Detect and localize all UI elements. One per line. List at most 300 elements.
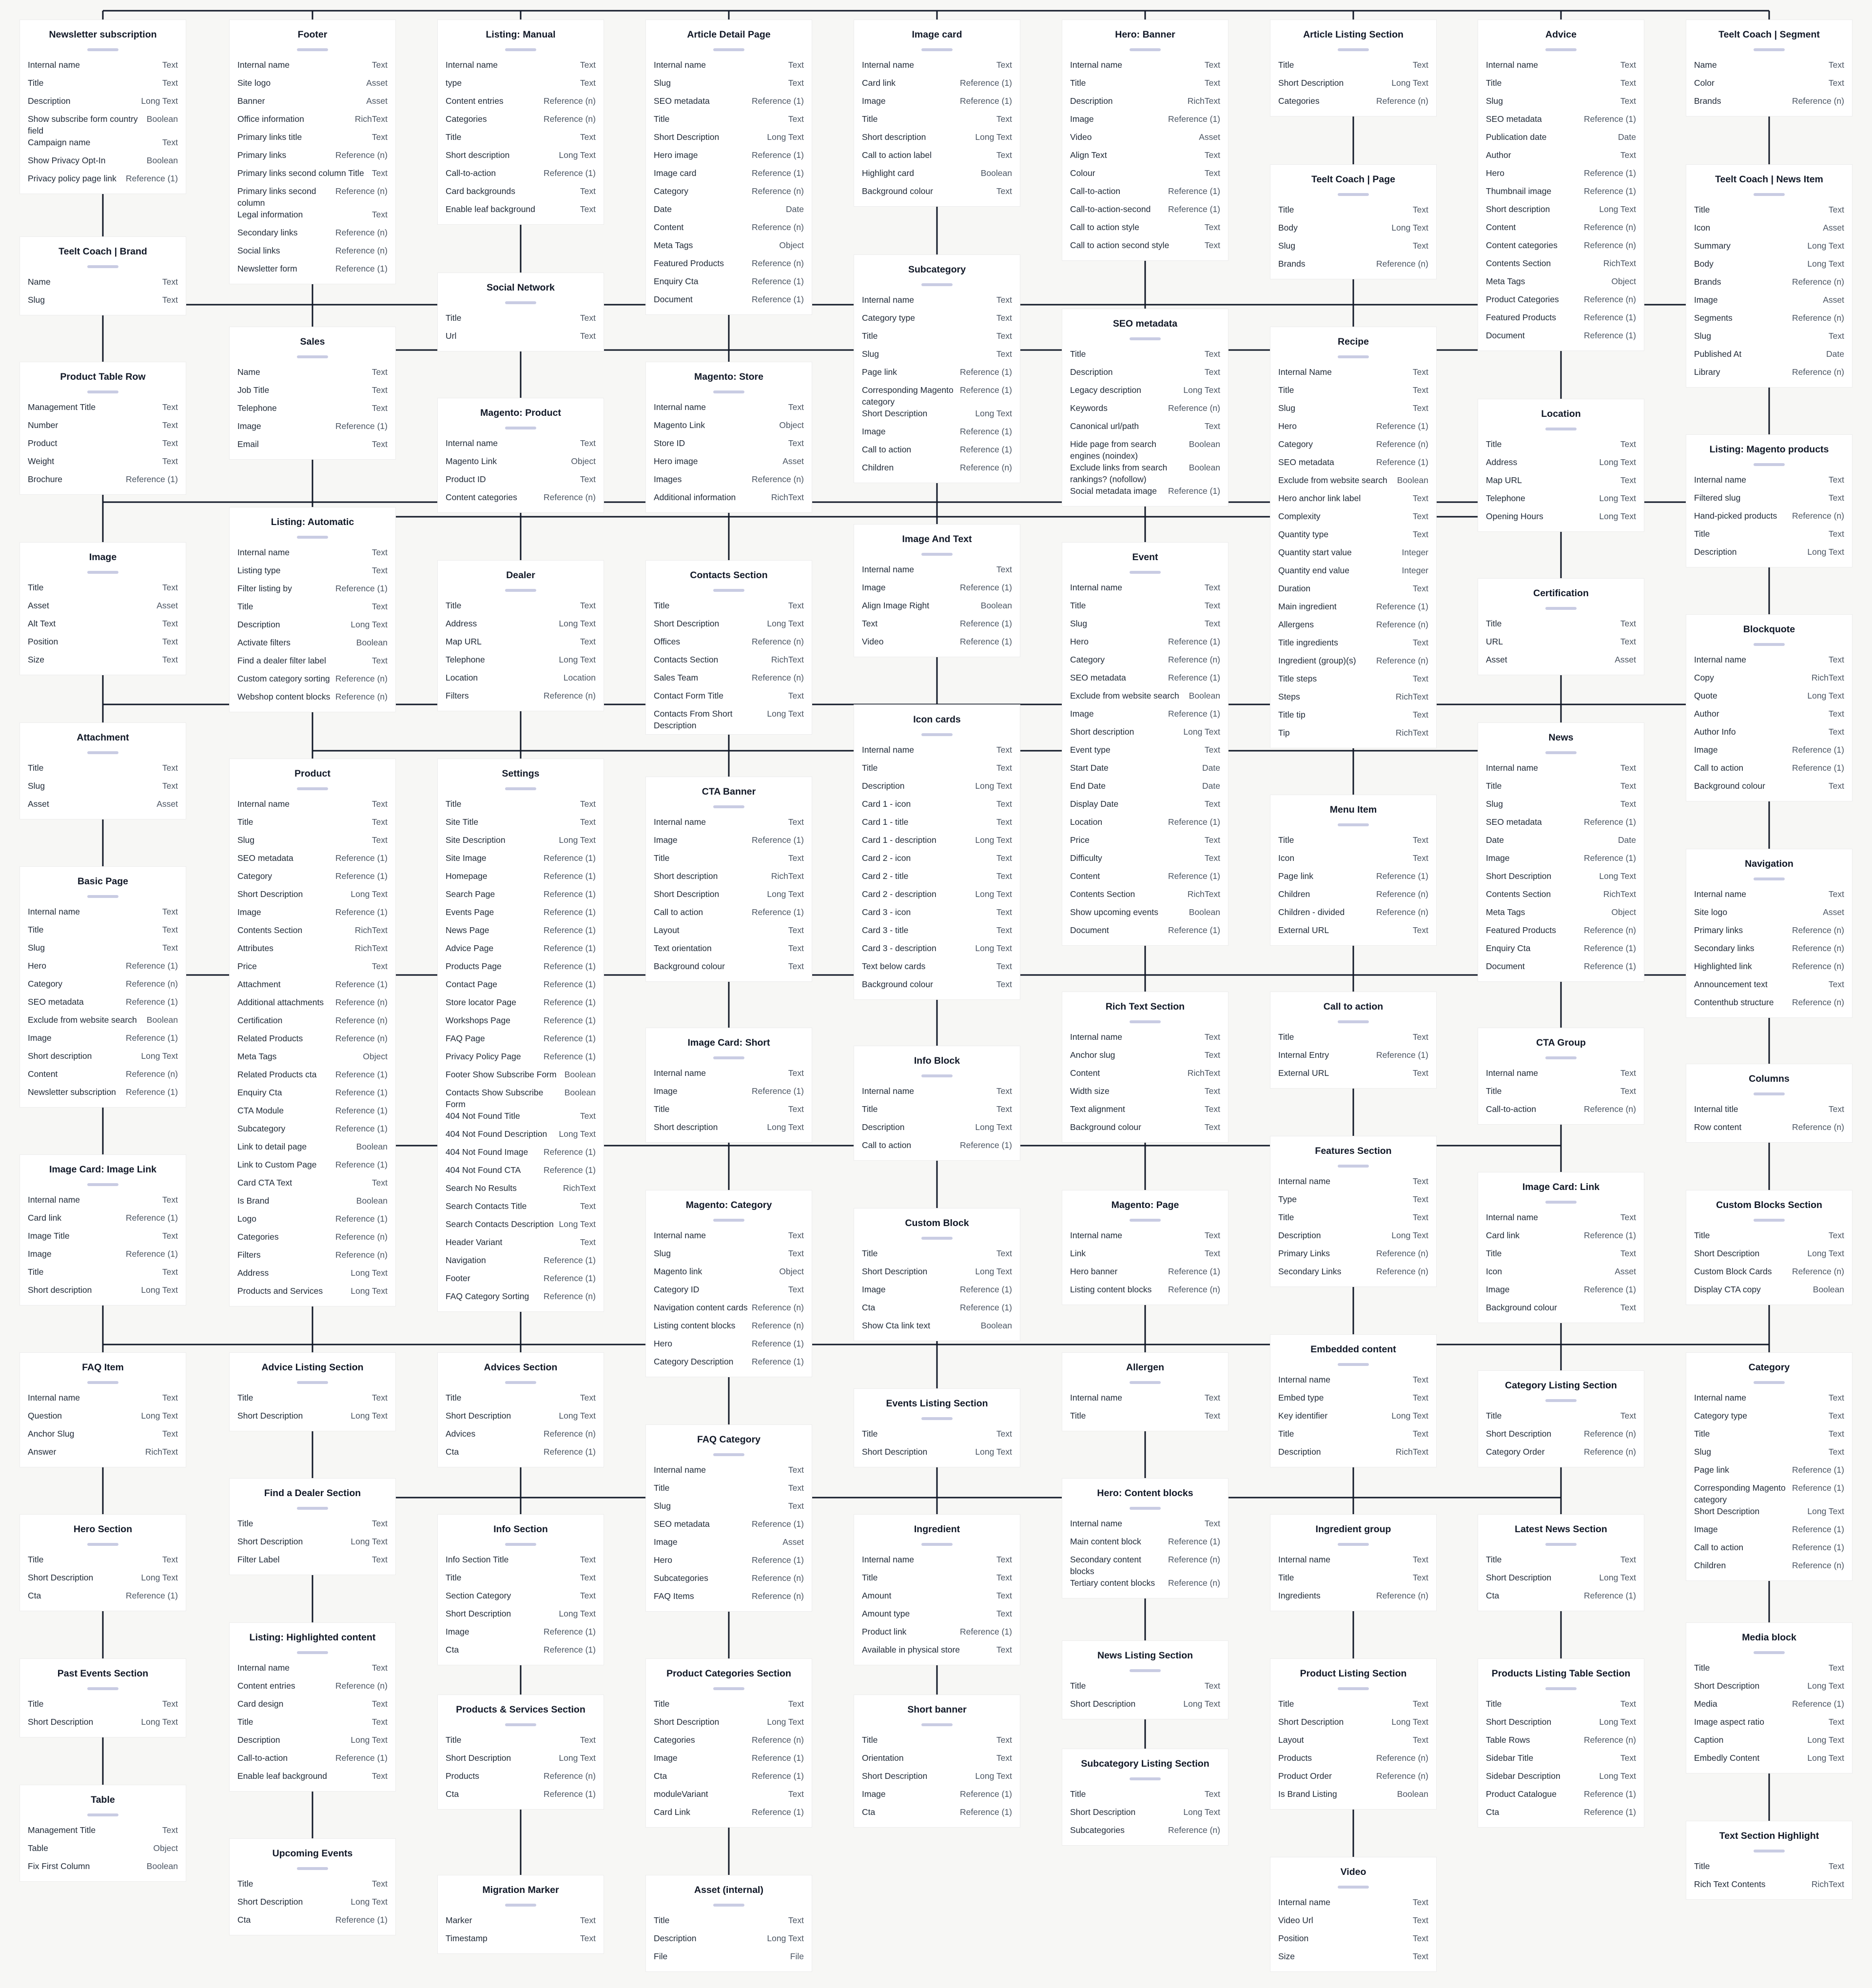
field-row[interactable] bbox=[654, 924, 804, 942]
field-row[interactable] bbox=[1070, 462, 1220, 485]
field-row[interactable] bbox=[654, 293, 804, 312]
field-row[interactable] bbox=[1070, 420, 1220, 438]
field-row[interactable] bbox=[1694, 942, 1844, 960]
field-row[interactable] bbox=[1694, 1662, 1844, 1680]
content-type-card-asset-internal[interactable] bbox=[645, 1875, 812, 1972]
field-row[interactable] bbox=[446, 888, 596, 906]
field-row[interactable] bbox=[237, 673, 388, 691]
field-row[interactable] bbox=[237, 227, 388, 245]
drag-handle-icon[interactable] bbox=[1130, 1020, 1161, 1023]
field-row[interactable] bbox=[1694, 1247, 1844, 1266]
field-row[interactable] bbox=[862, 1121, 1012, 1139]
field-row[interactable] bbox=[28, 906, 178, 924]
field-row[interactable] bbox=[28, 437, 178, 455]
field-row[interactable] bbox=[1278, 59, 1428, 77]
field-row[interactable] bbox=[1694, 204, 1844, 222]
field-row[interactable] bbox=[446, 1446, 596, 1464]
drag-handle-icon[interactable] bbox=[505, 1543, 536, 1546]
field-row[interactable] bbox=[1278, 1752, 1428, 1770]
content-type-card-image-card-image-link[interactable] bbox=[20, 1154, 186, 1306]
field-row[interactable] bbox=[1278, 709, 1428, 727]
field-row[interactable] bbox=[1278, 852, 1428, 870]
drag-handle-icon[interactable] bbox=[87, 1543, 118, 1546]
drag-handle-icon[interactable] bbox=[1545, 751, 1577, 754]
drag-handle-icon[interactable] bbox=[713, 48, 744, 51]
field-row[interactable] bbox=[1694, 528, 1844, 546]
content-type-card-video[interactable] bbox=[1270, 1857, 1437, 1972]
field-row[interactable] bbox=[1070, 59, 1220, 77]
field-row[interactable] bbox=[28, 1086, 178, 1104]
field-row[interactable] bbox=[1694, 366, 1844, 384]
field-row[interactable] bbox=[28, 95, 178, 113]
content-type-card-teelt-coach-brand[interactable] bbox=[20, 236, 186, 315]
field-row[interactable] bbox=[1694, 1860, 1844, 1878]
field-row[interactable] bbox=[237, 1177, 388, 1195]
drag-handle-icon[interactable] bbox=[713, 1904, 744, 1907]
field-row[interactable] bbox=[1694, 1482, 1844, 1505]
field-row[interactable] bbox=[862, 798, 1012, 816]
field-row[interactable] bbox=[446, 1392, 596, 1410]
field-row[interactable] bbox=[1486, 203, 1636, 221]
content-type-card-advice[interactable] bbox=[1478, 19, 1644, 351]
content-type-card-teelt-coach-news-item[interactable] bbox=[1686, 164, 1852, 388]
content-type-card-columns[interactable] bbox=[1686, 1064, 1852, 1143]
field-row[interactable] bbox=[28, 1230, 178, 1248]
field-row[interactable] bbox=[862, 636, 1012, 654]
field-row[interactable] bbox=[446, 906, 596, 924]
field-row[interactable] bbox=[1486, 1085, 1636, 1103]
field-row[interactable] bbox=[654, 437, 804, 455]
field-row[interactable] bbox=[1278, 888, 1428, 906]
field-row[interactable] bbox=[862, 1302, 1012, 1320]
field-row[interactable] bbox=[1070, 1824, 1220, 1842]
field-row[interactable] bbox=[446, 1590, 596, 1608]
field-row[interactable] bbox=[1694, 240, 1844, 258]
field-row[interactable] bbox=[862, 366, 1012, 384]
field-row[interactable] bbox=[1278, 258, 1428, 276]
field-row[interactable] bbox=[1486, 59, 1636, 77]
field-row[interactable] bbox=[28, 473, 178, 491]
drag-handle-icon[interactable] bbox=[1130, 337, 1161, 340]
field-row[interactable] bbox=[1694, 1410, 1844, 1428]
field-row[interactable] bbox=[1278, 1374, 1428, 1392]
field-row[interactable] bbox=[1694, 258, 1844, 276]
field-row[interactable] bbox=[1278, 1067, 1428, 1085]
field-row[interactable] bbox=[654, 1536, 804, 1554]
drag-handle-icon[interactable] bbox=[505, 589, 536, 592]
field-row[interactable] bbox=[1694, 77, 1844, 95]
field-row[interactable] bbox=[1486, 780, 1636, 798]
field-row[interactable] bbox=[1278, 906, 1428, 924]
content-type-card-faq-item[interactable] bbox=[20, 1352, 186, 1467]
field-row[interactable] bbox=[28, 1284, 178, 1302]
field-row[interactable] bbox=[1486, 438, 1636, 456]
field-row[interactable] bbox=[237, 77, 388, 95]
field-row[interactable] bbox=[862, 426, 1012, 444]
field-row[interactable] bbox=[237, 149, 388, 167]
content-type-card-category[interactable] bbox=[1686, 1352, 1852, 1581]
field-row[interactable] bbox=[1694, 1523, 1844, 1541]
field-row[interactable] bbox=[1278, 1247, 1428, 1266]
content-type-card-embedded-content[interactable] bbox=[1270, 1334, 1437, 1467]
field-row[interactable] bbox=[654, 1932, 804, 1950]
content-type-card-advice-listing-section[interactable] bbox=[229, 1352, 396, 1431]
field-row[interactable] bbox=[1278, 655, 1428, 673]
field-row[interactable] bbox=[28, 1212, 178, 1230]
field-row[interactable] bbox=[446, 1752, 596, 1770]
field-row[interactable] bbox=[1486, 330, 1636, 348]
field-row[interactable] bbox=[1278, 1175, 1428, 1193]
content-type-card-icon-cards[interactable] bbox=[854, 704, 1020, 1000]
field-row[interactable] bbox=[654, 672, 804, 690]
field-row[interactable] bbox=[28, 762, 178, 780]
field-row[interactable] bbox=[654, 1338, 804, 1356]
drag-handle-icon[interactable] bbox=[921, 1237, 953, 1240]
field-row[interactable] bbox=[654, 203, 804, 221]
field-row[interactable] bbox=[862, 744, 1012, 762]
field-row[interactable] bbox=[1486, 654, 1636, 672]
field-row[interactable] bbox=[1278, 1446, 1428, 1464]
field-row[interactable] bbox=[862, 816, 1012, 834]
field-row[interactable] bbox=[237, 906, 388, 924]
field-row[interactable] bbox=[446, 1428, 596, 1446]
field-row[interactable] bbox=[862, 462, 1012, 480]
field-row[interactable] bbox=[1070, 708, 1220, 726]
field-row[interactable] bbox=[1694, 654, 1844, 672]
field-row[interactable] bbox=[1070, 690, 1220, 708]
field-row[interactable] bbox=[237, 655, 388, 673]
drag-handle-icon[interactable] bbox=[297, 1381, 328, 1384]
field-row[interactable] bbox=[237, 1087, 388, 1105]
field-row[interactable] bbox=[446, 59, 596, 77]
field-row[interactable] bbox=[446, 1410, 596, 1428]
field-row[interactable] bbox=[1486, 1716, 1636, 1734]
field-row[interactable] bbox=[446, 834, 596, 852]
field-row[interactable] bbox=[446, 455, 596, 473]
field-row[interactable] bbox=[28, 1824, 178, 1842]
field-row[interactable] bbox=[1278, 1932, 1428, 1950]
field-row[interactable] bbox=[446, 1014, 596, 1033]
field-row[interactable] bbox=[446, 636, 596, 654]
field-row[interactable] bbox=[28, 1842, 178, 1860]
drag-handle-icon[interactable] bbox=[1754, 1092, 1785, 1095]
field-row[interactable] bbox=[1694, 1266, 1844, 1284]
content-type-card-allergen[interactable] bbox=[1062, 1352, 1228, 1431]
drag-handle-icon[interactable] bbox=[713, 390, 744, 393]
field-row[interactable] bbox=[1486, 1806, 1636, 1824]
field-row[interactable] bbox=[1694, 330, 1844, 348]
field-row[interactable] bbox=[1486, 1446, 1636, 1464]
field-row[interactable] bbox=[28, 636, 178, 654]
field-row[interactable] bbox=[237, 816, 388, 834]
field-row[interactable] bbox=[1278, 240, 1428, 258]
field-row[interactable] bbox=[237, 402, 388, 420]
field-row[interactable] bbox=[1278, 1716, 1428, 1734]
field-row[interactable] bbox=[654, 1698, 804, 1716]
field-row[interactable] bbox=[654, 1266, 804, 1284]
field-row[interactable] bbox=[446, 1033, 596, 1051]
field-row[interactable] bbox=[1486, 474, 1636, 492]
drag-handle-icon[interactable] bbox=[1545, 48, 1577, 51]
drag-handle-icon[interactable] bbox=[713, 805, 744, 808]
content-type-card-teelt-coach-page[interactable] bbox=[1270, 164, 1437, 279]
drag-handle-icon[interactable] bbox=[1130, 1777, 1161, 1780]
field-row[interactable] bbox=[446, 1218, 596, 1236]
field-row[interactable] bbox=[28, 780, 178, 798]
content-type-card-cta-banner[interactable] bbox=[645, 777, 812, 982]
field-row[interactable] bbox=[446, 113, 596, 131]
field-row[interactable] bbox=[1278, 1914, 1428, 1932]
field-row[interactable] bbox=[1486, 888, 1636, 906]
field-row[interactable] bbox=[1486, 852, 1636, 870]
field-row[interactable] bbox=[1070, 185, 1220, 203]
content-type-card-advices-section[interactable] bbox=[437, 1352, 604, 1467]
field-row[interactable] bbox=[28, 155, 178, 173]
content-type-card-settings[interactable] bbox=[437, 759, 604, 1312]
field-row[interactable] bbox=[862, 834, 1012, 852]
field-row[interactable] bbox=[1486, 1302, 1636, 1320]
field-row[interactable] bbox=[1694, 546, 1844, 564]
field-row[interactable] bbox=[237, 95, 388, 113]
content-type-card-custom-block[interactable] bbox=[854, 1208, 1020, 1341]
field-row[interactable] bbox=[862, 312, 1012, 330]
field-row[interactable] bbox=[1486, 275, 1636, 293]
field-row[interactable] bbox=[1070, 149, 1220, 167]
content-type-card-hero-banner[interactable] bbox=[1062, 19, 1228, 261]
drag-handle-icon[interactable] bbox=[87, 571, 118, 574]
field-row[interactable] bbox=[28, 1050, 178, 1068]
field-row[interactable] bbox=[1070, 402, 1220, 420]
field-row[interactable] bbox=[1486, 1428, 1636, 1446]
drag-handle-icon[interactable] bbox=[297, 355, 328, 358]
drag-handle-icon[interactable] bbox=[713, 1056, 744, 1059]
field-row[interactable] bbox=[862, 942, 1012, 960]
content-type-card-product-table-row[interactable] bbox=[20, 362, 186, 495]
drag-handle-icon[interactable] bbox=[87, 1813, 118, 1816]
field-row[interactable] bbox=[237, 1069, 388, 1087]
field-row[interactable] bbox=[1694, 312, 1844, 330]
field-row[interactable] bbox=[1070, 762, 1220, 780]
field-row[interactable] bbox=[237, 601, 388, 619]
drag-handle-icon[interactable] bbox=[921, 1074, 953, 1077]
content-type-card-newsletter-subscription[interactable] bbox=[20, 19, 186, 194]
field-row[interactable] bbox=[1486, 1103, 1636, 1121]
field-row[interactable] bbox=[654, 59, 804, 77]
field-row[interactable] bbox=[1694, 996, 1844, 1014]
field-row[interactable] bbox=[654, 1716, 804, 1734]
field-row[interactable] bbox=[862, 131, 1012, 149]
field-row[interactable] bbox=[862, 384, 1012, 408]
field-row[interactable] bbox=[28, 455, 178, 473]
field-row[interactable] bbox=[237, 691, 388, 709]
field-row[interactable] bbox=[446, 1164, 596, 1182]
field-row[interactable] bbox=[1694, 726, 1844, 744]
field-row[interactable] bbox=[1486, 293, 1636, 312]
content-type-card-news-listing-section[interactable] bbox=[1062, 1640, 1228, 1719]
field-row[interactable] bbox=[446, 798, 596, 816]
field-row[interactable] bbox=[237, 1914, 388, 1932]
field-row[interactable] bbox=[28, 654, 178, 672]
field-row[interactable] bbox=[1486, 1247, 1636, 1266]
content-type-card-seo-metadata[interactable] bbox=[1062, 309, 1228, 507]
field-row[interactable] bbox=[237, 924, 388, 942]
field-row[interactable] bbox=[1694, 690, 1844, 708]
field-row[interactable] bbox=[1278, 565, 1428, 583]
field-row[interactable] bbox=[1278, 1788, 1428, 1806]
field-row[interactable] bbox=[1486, 942, 1636, 960]
field-row[interactable] bbox=[862, 408, 1012, 426]
field-row[interactable] bbox=[654, 1734, 804, 1752]
field-row[interactable] bbox=[862, 780, 1012, 798]
content-type-card-hero-section[interactable] bbox=[20, 1514, 186, 1611]
field-row[interactable] bbox=[1694, 1446, 1844, 1464]
field-row[interactable] bbox=[446, 690, 596, 708]
field-row[interactable] bbox=[28, 924, 178, 942]
content-type-card-basic-page[interactable] bbox=[20, 866, 186, 1108]
field-row[interactable] bbox=[28, 1716, 178, 1734]
drag-handle-icon[interactable] bbox=[1338, 1165, 1369, 1168]
field-row[interactable] bbox=[1070, 438, 1220, 462]
field-row[interactable] bbox=[237, 384, 388, 402]
drag-handle-icon[interactable] bbox=[87, 1183, 118, 1186]
field-row[interactable] bbox=[862, 906, 1012, 924]
field-row[interactable] bbox=[446, 1932, 596, 1950]
field-row[interactable] bbox=[1278, 727, 1428, 745]
field-row[interactable] bbox=[1486, 167, 1636, 185]
field-row[interactable] bbox=[1278, 1031, 1428, 1049]
content-type-card-media-block[interactable] bbox=[1686, 1622, 1852, 1774]
field-row[interactable] bbox=[28, 77, 178, 95]
drag-handle-icon[interactable] bbox=[1130, 1669, 1161, 1672]
field-row[interactable] bbox=[1278, 204, 1428, 222]
drag-handle-icon[interactable] bbox=[1754, 643, 1785, 646]
field-row[interactable] bbox=[1070, 1247, 1220, 1266]
field-row[interactable] bbox=[446, 203, 596, 221]
field-row[interactable] bbox=[654, 221, 804, 239]
content-type-card-attachment[interactable] bbox=[20, 722, 186, 819]
field-row[interactable] bbox=[237, 1554, 388, 1572]
field-row[interactable] bbox=[654, 1518, 804, 1536]
content-type-card-faq-category[interactable] bbox=[645, 1424, 812, 1612]
field-row[interactable] bbox=[1694, 510, 1844, 528]
content-type-card-short-banner[interactable] bbox=[854, 1695, 1020, 1828]
field-row[interactable] bbox=[1486, 1752, 1636, 1770]
field-row[interactable] bbox=[1486, 1554, 1636, 1572]
drag-handle-icon[interactable] bbox=[1130, 571, 1161, 574]
field-row[interactable] bbox=[1070, 1410, 1220, 1428]
field-row[interactable] bbox=[1694, 672, 1844, 690]
field-row[interactable] bbox=[1070, 1103, 1220, 1121]
field-row[interactable] bbox=[1278, 384, 1428, 402]
field-row[interactable] bbox=[237, 131, 388, 149]
content-type-card-subcategory-listing-section[interactable] bbox=[1062, 1749, 1228, 1846]
field-row[interactable] bbox=[1278, 492, 1428, 510]
content-type-card-product-listing-section[interactable] bbox=[1270, 1658, 1437, 1810]
drag-handle-icon[interactable] bbox=[505, 427, 536, 429]
field-row[interactable] bbox=[862, 1626, 1012, 1644]
field-row[interactable] bbox=[1694, 978, 1844, 996]
field-row[interactable] bbox=[446, 618, 596, 636]
field-row[interactable] bbox=[654, 239, 804, 257]
field-row[interactable] bbox=[237, 1213, 388, 1231]
field-row[interactable] bbox=[862, 1572, 1012, 1590]
field-row[interactable] bbox=[862, 852, 1012, 870]
field-row[interactable] bbox=[654, 1464, 804, 1482]
field-row[interactable] bbox=[1278, 1410, 1428, 1428]
field-row[interactable] bbox=[1070, 221, 1220, 239]
content-type-card-listing-automatic[interactable] bbox=[229, 507, 396, 712]
field-row[interactable] bbox=[654, 888, 804, 906]
drag-handle-icon[interactable] bbox=[1754, 193, 1785, 196]
content-type-card-find-a-dealer-section[interactable] bbox=[229, 1478, 396, 1575]
field-row[interactable] bbox=[862, 978, 1012, 996]
field-row[interactable] bbox=[654, 1770, 804, 1788]
field-row[interactable] bbox=[446, 1146, 596, 1164]
field-row[interactable] bbox=[237, 888, 388, 906]
field-row[interactable] bbox=[862, 1103, 1012, 1121]
content-type-card-category-listing-section[interactable] bbox=[1478, 1370, 1644, 1467]
field-row[interactable] bbox=[1070, 582, 1220, 600]
drag-handle-icon[interactable] bbox=[713, 1687, 744, 1690]
field-row[interactable] bbox=[28, 401, 178, 419]
field-row[interactable] bbox=[446, 95, 596, 113]
field-row[interactable] bbox=[1486, 816, 1636, 834]
drag-handle-icon[interactable] bbox=[1545, 1543, 1577, 1546]
content-type-card-contacts-section[interactable] bbox=[645, 560, 812, 735]
field-row[interactable] bbox=[446, 996, 596, 1014]
content-type-card-article-listing-section[interactable] bbox=[1270, 19, 1437, 117]
field-row[interactable] bbox=[1070, 888, 1220, 906]
field-row[interactable] bbox=[1486, 1590, 1636, 1608]
content-type-card-products-and-services-section[interactable] bbox=[437, 1695, 604, 1810]
field-row[interactable] bbox=[1070, 870, 1220, 888]
field-row[interactable] bbox=[862, 600, 1012, 618]
drag-handle-icon[interactable] bbox=[1754, 1651, 1785, 1654]
field-row[interactable] bbox=[237, 942, 388, 960]
field-row[interactable] bbox=[237, 185, 388, 209]
drag-handle-icon[interactable] bbox=[1545, 1201, 1577, 1204]
field-row[interactable] bbox=[1486, 95, 1636, 113]
field-row[interactable] bbox=[862, 582, 1012, 600]
field-row[interactable] bbox=[1278, 1049, 1428, 1067]
field-row[interactable] bbox=[654, 1788, 804, 1806]
field-row[interactable] bbox=[237, 245, 388, 263]
field-row[interactable] bbox=[862, 870, 1012, 888]
field-row[interactable] bbox=[654, 942, 804, 960]
field-row[interactable] bbox=[237, 1896, 388, 1914]
field-row[interactable] bbox=[28, 1032, 178, 1050]
field-row[interactable] bbox=[1070, 1788, 1220, 1806]
drag-handle-icon[interactable] bbox=[87, 895, 118, 898]
field-row[interactable] bbox=[654, 960, 804, 978]
drag-handle-icon[interactable] bbox=[1338, 823, 1369, 826]
field-row[interactable] bbox=[654, 1950, 804, 1969]
content-type-card-listing-magento-products[interactable] bbox=[1686, 434, 1852, 567]
field-row[interactable] bbox=[237, 366, 388, 384]
field-row[interactable] bbox=[28, 1860, 178, 1878]
field-row[interactable] bbox=[28, 942, 178, 960]
field-row[interactable] bbox=[654, 473, 804, 491]
drag-handle-icon[interactable] bbox=[297, 536, 328, 539]
field-row[interactable] bbox=[28, 1410, 178, 1428]
drag-handle-icon[interactable] bbox=[921, 553, 953, 556]
field-row[interactable] bbox=[446, 1608, 596, 1626]
content-type-card-news[interactable] bbox=[1478, 722, 1644, 982]
field-row[interactable] bbox=[1486, 312, 1636, 330]
field-row[interactable] bbox=[862, 762, 1012, 780]
field-row[interactable] bbox=[654, 654, 804, 672]
field-row[interactable] bbox=[1278, 438, 1428, 456]
